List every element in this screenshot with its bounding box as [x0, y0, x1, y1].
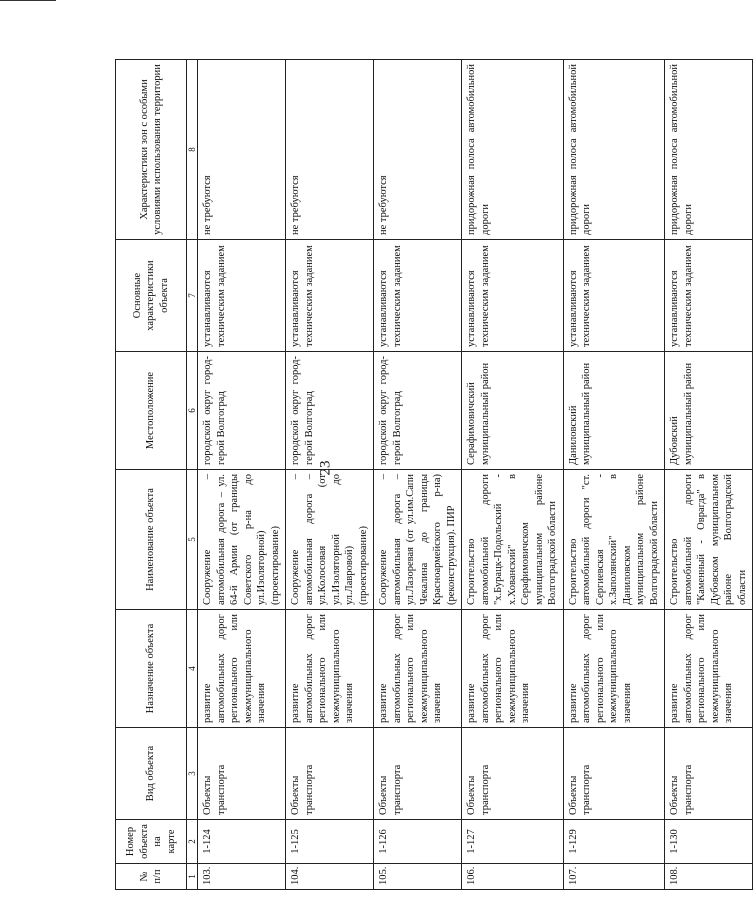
column-header: № п/п: [116, 864, 187, 890]
object-name: Строительство автомобильной дороги "Каменный - Оврагда" в Дубовском муниципальном районе Волгоградской области: [665, 470, 753, 610]
object-purpose: развитие автомобильных дорог регионального или межмуниципального значения: [374, 610, 462, 728]
object-location: Серафимовичский муниципальный район: [462, 352, 564, 470]
object-kind: Объекты транспорта: [665, 728, 753, 820]
row-number: 104.: [286, 864, 374, 890]
column-number: 5: [187, 470, 198, 610]
column-number-row: [187, 60, 198, 890]
row-number: 105.: [374, 864, 462, 890]
table-row: [665, 60, 753, 890]
object-name: Сооружение – автомобильная дорога – ул.Лазоревая (от ул.им.Сапи Чекалина до границы Красноармейского р-на) (реконструкция). ПИР: [374, 470, 462, 610]
special-zone-characteristics: придорожная полоса автомобильной дороги: [462, 60, 564, 240]
table-row: [462, 60, 564, 890]
object-kind: Объекты транспорта: [563, 728, 665, 820]
object-kind: Объекты транспорта: [198, 728, 286, 820]
object-name: Строительство автомобильной дороги "х.Бурацк-Подольский - х.Хованский" в Серафимовичском муниципальном районе Волгоградской области: [462, 470, 564, 610]
column-number: 1: [187, 864, 198, 890]
object-purpose: развитие автомобильных дорог регионального или межмуниципального значения: [198, 610, 286, 728]
rotated-sheet: [115, 60, 748, 890]
object-purpose: развитие автомобильных дорог регионального или межмуниципального значения: [665, 610, 753, 728]
column-number: 4: [187, 610, 198, 728]
column-number: 8: [187, 60, 198, 240]
objects-table: [115, 59, 753, 890]
column-header: Назначение объекта: [116, 610, 187, 728]
column-header: Характеристики зон с особыми условиями использования территории: [116, 60, 187, 240]
column-number: 7: [187, 240, 198, 352]
object-characteristics: устанавливаются техническим заданием: [665, 240, 753, 352]
table-row: [198, 60, 286, 890]
object-location: городской округ город-герой Волгоград: [374, 352, 462, 470]
map-object-number: 1-127: [462, 820, 564, 864]
column-number: 2: [187, 820, 198, 864]
column-header: Основные характеристики объекта: [116, 240, 187, 352]
object-purpose: развитие автомобильных дорог регионального или межмуниципального значения: [462, 610, 564, 728]
object-location: Дубовский муниципальный район: [665, 352, 753, 470]
column-number: 3: [187, 728, 198, 820]
special-zone-characteristics: придорожная полоса автомобильной дороги: [665, 60, 753, 240]
column-number: 6: [187, 352, 198, 470]
object-characteristics: устанавливаются техническим заданием: [563, 240, 665, 352]
object-characteristics: устанавливаются техническим заданием: [374, 240, 462, 352]
page-number: 23: [317, 460, 334, 476]
column-header: Местоположение: [116, 352, 187, 470]
row-number: 107.: [563, 864, 665, 890]
header-row: [116, 60, 187, 890]
object-name: Сооружение – автомобильная дорога – ул.Колосовая (от ул.Изоляторной до ул.Лавровой) (проектирование): [286, 470, 374, 610]
table-row: [374, 60, 462, 890]
object-name: Сооружение – автомобильная дорога – ул. 64-й Армии (от границы Советского р-на до ул.Изоляторной) (проектирование): [198, 470, 286, 610]
column-header: Наименование объекта: [116, 470, 187, 610]
table-row: [286, 60, 374, 890]
special-zone-characteristics: не требуются: [374, 60, 462, 240]
object-purpose: развитие автомобильных дорог регионального или межмуниципального значения: [286, 610, 374, 728]
object-location: городской округ город-герой Волгоград: [198, 352, 286, 470]
top-rule: [0, 0, 56, 1]
object-kind: Объекты транспорта: [374, 728, 462, 820]
row-number: 106.: [462, 864, 564, 890]
map-object-number: 1-124: [198, 820, 286, 864]
object-location: городской округ город-герой Волгоград: [286, 352, 374, 470]
table-row: [563, 60, 665, 890]
map-object-number: 1-129: [563, 820, 665, 864]
special-zone-characteristics: не требуются: [198, 60, 286, 240]
object-kind: Объекты транспорта: [462, 728, 564, 820]
object-characteristics: устанавливаются техническим заданием: [286, 240, 374, 352]
special-zone-characteristics: не требуются: [286, 60, 374, 240]
row-number: 108.: [665, 864, 753, 890]
object-kind: Объекты транспорта: [286, 728, 374, 820]
column-header: Номер объекта на карте: [116, 820, 187, 864]
object-characteristics: устанавливаются техническим заданием: [198, 240, 286, 352]
special-zone-characteristics: придорожная полоса автомобильной дороги: [563, 60, 665, 240]
object-characteristics: устанавливаются техническим заданием: [462, 240, 564, 352]
object-location: Даниловский муниципальный район: [563, 352, 665, 470]
map-object-number: 1-125: [286, 820, 374, 864]
map-object-number: 1-130: [665, 820, 753, 864]
column-header: Вид объекта: [116, 728, 187, 820]
object-purpose: развитие автомобильных дорог регионального или межмуниципального значения: [563, 610, 665, 728]
object-name: Строительство автомобильной дороги "ст. Сергиевская - х.Заполянский" в Даниловском муниципальном районе Волгоградской области: [563, 470, 665, 610]
row-number: 103.: [198, 864, 286, 890]
map-object-number: 1-126: [374, 820, 462, 864]
